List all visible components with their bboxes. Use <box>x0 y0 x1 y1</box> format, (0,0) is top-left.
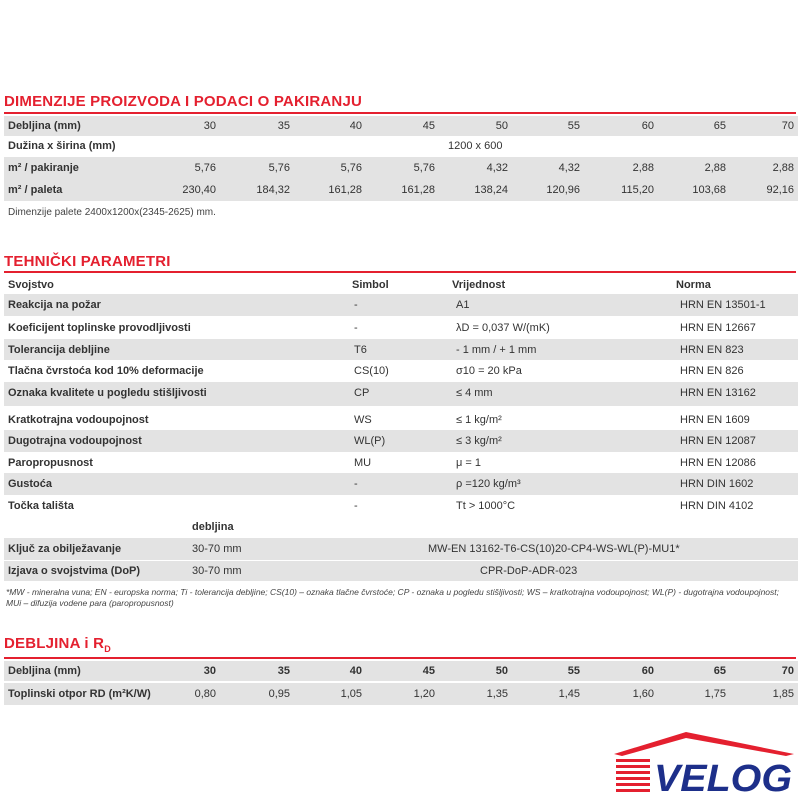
technical-value: ≤ 3 kg/m² <box>456 435 502 447</box>
dimensions-m2-pack-cell: 5,76 <box>340 162 362 174</box>
rd-thickness-cell: 50 <box>495 665 508 677</box>
dimensions-m2-pack-cell: 2,88 <box>772 162 794 174</box>
rd-resistance-label: Toplinski otpor RD (m²K/W) <box>8 688 151 700</box>
technical-property: Gustoća <box>8 478 53 490</box>
technical-property: Koeficijent toplinske provodljivosti <box>8 322 191 334</box>
technical-row <box>4 294 798 316</box>
rd-thickness-cell: 45 <box>422 665 435 677</box>
rd-thickness-cell: 65 <box>713 665 726 677</box>
dop-row <box>4 561 798 581</box>
technical-value: A1 <box>456 299 470 311</box>
velog-logo <box>608 728 798 796</box>
technical-subheader-thickness: debljina <box>192 521 234 533</box>
pallet-note: Dimenzije palete 2400x1200x(2345-2625) mm. <box>8 207 216 218</box>
technical-norm: HRN EN 13162 <box>680 387 756 399</box>
marking-key-row <box>4 538 798 560</box>
rd-resistance-cell: 1,75 <box>704 688 726 700</box>
dimensions-m2-pallet-cell: 161,28 <box>328 184 362 196</box>
technical-property: Oznaka kvalitete u pogledu stišljivosti <box>8 387 207 399</box>
rd-thickness-row <box>4 661 798 681</box>
dimensions-m2-pallet-cell: 115,20 <box>621 184 654 196</box>
dimensions-m2-pack-row <box>4 157 798 179</box>
marking-key-range: 30-70 mm <box>192 543 242 555</box>
technical-value: ρ =120 kg/m³ <box>456 478 521 490</box>
dimensions-thickness-label: Debljina (mm) <box>8 120 81 132</box>
rd-thickness-cell: 55 <box>567 665 580 677</box>
technical-title: TEHNIČKI PARAMETRI <box>4 253 171 270</box>
technical-value: σ10 = 20 kPa <box>456 365 522 377</box>
logo-roof <box>614 732 794 756</box>
technical-property: Paropropusnost <box>8 457 93 469</box>
rd-resistance-cell: 1,85 <box>772 688 794 700</box>
abbreviations-footnote: *MW - mineralna vuna; EN - europska norma; Ti - tolerancija debljine; CS(10) – oznaka tlačne čvrstoće; CP - oznaka u pogledu stišljivosti; WS – kratkotrajna vodoupojnost; WL(P) - dugotrajna vodoupojnost; MUi – difuzija vodene para (paropropusnost) <box>6 587 779 608</box>
dimensions-m2-pack-cell: 5,76 <box>268 162 290 174</box>
technical-norm: HRN EN 826 <box>680 365 744 377</box>
rd-thickness-cell: 70 <box>781 665 794 677</box>
dimensions-m2-pack-label: m² / pakiranje <box>8 162 79 174</box>
technical-norm: HRN EN 1609 <box>680 414 750 426</box>
technical-row <box>4 430 798 452</box>
dimensions-thickness-cell: 45 <box>422 120 435 132</box>
technical-row <box>4 409 798 430</box>
dimensions-m2-pallet-cell: 138,24 <box>474 184 508 196</box>
technical-norm: HRN EN 13501-1 <box>680 299 766 311</box>
dimensions-thickness-cell: 30 <box>203 120 216 132</box>
technical-property: Kratkotrajna vodoupojnost <box>8 414 149 426</box>
rd-thickness-cell: 40 <box>349 665 362 677</box>
dimensions-size-label: Dužina x širina (mm) <box>8 140 116 152</box>
rd-resistance-cell: 1,35 <box>486 688 508 700</box>
technical-norm: HRN EN 823 <box>680 344 744 356</box>
dimensions-m2-pallet-cell: 230,40 <box>182 184 216 196</box>
technical-title-rule <box>4 271 796 273</box>
technical-row <box>4 360 798 382</box>
rd-thickness-cell: 35 <box>277 665 290 677</box>
technical-symbol: - <box>354 478 358 490</box>
technical-symbol: - <box>354 500 358 512</box>
rd-resistance-cell: 0,95 <box>268 688 290 700</box>
dop-value: CPR-DoP-ADR-023 <box>480 565 578 577</box>
technical-symbol: WL(P) <box>354 435 386 447</box>
dimensions-m2-pack-cell: 5,76 <box>194 162 216 174</box>
dimensions-thickness-row <box>4 116 798 136</box>
technical-norm: HRN DIN 4102 <box>680 500 754 512</box>
technical-header-norm: Norma <box>676 279 711 291</box>
rd-resistance-cell: 0,80 <box>194 688 216 700</box>
technical-symbol: - <box>354 322 358 334</box>
rd-title-subscript: D <box>104 644 111 654</box>
technical-symbol: T6 <box>354 344 367 356</box>
dimensions-thickness-cell: 65 <box>713 120 726 132</box>
technical-row <box>4 473 798 495</box>
dimensions-size-value: 1200 x 600 <box>448 140 503 152</box>
rd-thickness-cell: 60 <box>641 665 654 677</box>
technical-norm: HRN DIN 1602 <box>680 478 754 490</box>
rd-title-rule <box>4 657 796 659</box>
dimensions-m2-pallet-cell: 103,68 <box>692 184 726 196</box>
technical-row <box>4 317 798 339</box>
marking-key-value: MW-EN 13162-T6-CS(10)20-CP4-WS-WL(P)-MU1* <box>428 543 680 555</box>
technical-symbol: WS <box>354 414 372 426</box>
dimensions-title-rule <box>4 112 796 114</box>
technical-property: Tlačna čvrstoća kod 10% deformacije <box>8 365 204 377</box>
technical-row <box>4 495 798 517</box>
dimensions-m2-pallet-cell: 92,16 <box>766 184 794 196</box>
dimensions-thickness-cell: 40 <box>349 120 362 132</box>
technical-header-property: Svojstvo <box>8 279 54 291</box>
rd-thickness-cell: 30 <box>203 665 216 677</box>
dop-range: 30-70 mm <box>192 565 242 577</box>
technical-value: μ = 1 <box>456 457 481 469</box>
rd-resistance-cell: 1,20 <box>413 688 435 700</box>
technical-property: Tolerancija debljine <box>8 344 110 356</box>
logo-wordmark: VELOG <box>654 758 792 796</box>
technical-header-value: Vrijednost <box>452 279 506 291</box>
dimensions-thickness-cell: 60 <box>641 120 654 132</box>
rd-title-main: DEBLJINA i R <box>4 635 105 652</box>
dimensions-m2-pallet-label: m² / paleta <box>8 184 63 196</box>
technical-header-row <box>4 276 798 294</box>
technical-value: - 1 mm / + 1 mm <box>456 344 537 356</box>
technical-symbol: CP <box>354 387 370 399</box>
dop-label: Izjava o svojstvima (DoP) <box>8 565 141 577</box>
technical-symbol: CS(10) <box>354 365 389 377</box>
dimensions-m2-pack-cell: 4,32 <box>558 162 580 174</box>
technical-property: Točka tališta <box>8 500 74 512</box>
dimensions-m2-pallet-cell: 161,28 <box>401 184 435 196</box>
dimensions-m2-pack-cell: 4,32 <box>486 162 508 174</box>
dimensions-title: DIMENZIJE PROIZVODA I PODACI O PAKIRANJU <box>4 93 363 110</box>
technical-subheader-row <box>4 518 798 538</box>
dimensions-thickness-cell: 50 <box>495 120 508 132</box>
technical-norm: HRN EN 12087 <box>680 435 756 447</box>
technical-property: Dugotrajna vodoupojnost <box>8 435 142 447</box>
rd-resistance-cell: 1,60 <box>632 688 654 700</box>
rd-resistance-cell: 1,05 <box>340 688 362 700</box>
technical-header-symbol: Simbol <box>352 279 389 291</box>
rd-title <box>4 635 111 654</box>
dimensions-thickness-cell: 70 <box>781 120 794 132</box>
dimensions-m2-pallet-row <box>4 179 798 201</box>
technical-row <box>4 382 798 406</box>
dimensions-thickness-cell: 55 <box>567 120 580 132</box>
marking-key-label: Ključ za obilježavanje <box>8 543 122 555</box>
technical-value: ≤ 1 kg/m² <box>456 414 502 426</box>
technical-symbol: MU <box>354 457 372 469</box>
technical-value: Tt > 1000°C <box>456 500 516 512</box>
dimensions-m2-pallet-cell: 120,96 <box>546 184 580 196</box>
dimensions-m2-pack-cell: 5,76 <box>413 162 435 174</box>
dimensions-m2-pack-cell: 2,88 <box>704 162 726 174</box>
dimensions-m2-pack-cell: 2,88 <box>632 162 654 174</box>
technical-value: ≤ 4 mm <box>456 387 493 399</box>
dimensions-size-row <box>4 136 798 156</box>
dimensions-m2-pallet-cell: 184,32 <box>256 184 290 196</box>
rd-resistance-row <box>4 683 798 705</box>
technical-value: λD = 0,037 W/(mK) <box>456 322 550 334</box>
dimensions-thickness-cell: 35 <box>277 120 290 132</box>
technical-norm: HRN EN 12667 <box>680 322 756 334</box>
technical-norm: HRN EN 12086 <box>680 457 756 469</box>
rd-resistance-cell: 1,45 <box>558 688 580 700</box>
technical-row <box>4 339 798 360</box>
technical-row <box>4 452 798 473</box>
rd-thickness-label: Debljina (mm) <box>8 665 81 677</box>
technical-property: Reakcija na požar <box>8 299 101 311</box>
logo-stripes <box>616 759 650 792</box>
technical-symbol: - <box>354 299 358 311</box>
